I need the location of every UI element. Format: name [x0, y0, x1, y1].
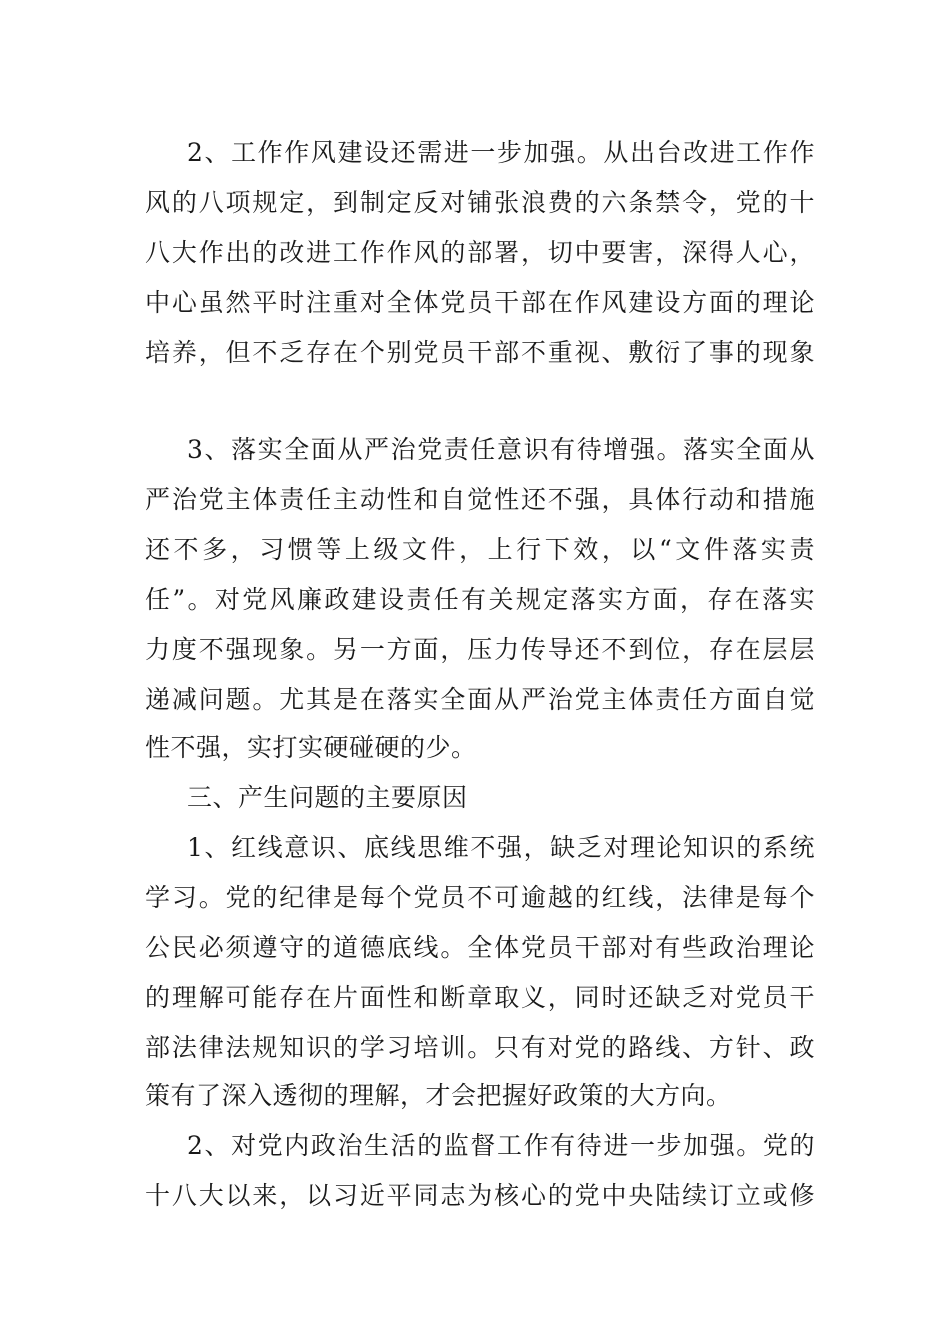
paragraph-line: 2、工作作风建设还需进一步加强。从出台改进工作作 [187, 138, 815, 167]
paragraph-line: 1、红线意识、底线思维不强，缺乏对理论知识的系统 [187, 833, 815, 862]
paragraph-line: 力度不强现象。另一方面，压力传导还不到位，存在层层 [145, 635, 815, 664]
paragraph-line: 递减问题。尤其是在落实全面从严治党主体责任方面自觉 [145, 685, 815, 714]
paragraph-line: 公民必须遵守的道德底线。全体党员干部对有些政治理论 [145, 933, 815, 962]
paragraph-line: 3、落实全面从严治党责任意识有待增强。落实全面从 [187, 435, 815, 464]
paragraph-line: 策有了深入透彻的理解，才会把握好政策的大方向。 [145, 1081, 732, 1110]
paragraph-line: 十八大以来，以习近平同志为核心的党中央陆续订立或修 [145, 1181, 815, 1210]
paragraph-line: 学习。党的纪律是每个党员不可逾越的红线，法律是每个 [145, 883, 815, 912]
paragraph-line: 性不强，实打实硬碰硬的少。 [145, 733, 477, 762]
paragraph-line: 任”。对党风廉政建设责任有关规定落实方面，存在落实 [145, 585, 815, 614]
paragraph-line: 2、对党内政治生活的监督工作有待进一步加强。党的 [187, 1131, 815, 1160]
paragraph-line: 培养，但不乏存在个别党员干部不重视、敷衍了事的现象 [145, 338, 815, 367]
paragraph-line: 风的八项规定，到制定反对铺张浪费的六条禁令，党的十 [145, 188, 815, 217]
paragraph-line: 还不多，习惯等上级文件，上行下效，以“文件落实责 [145, 535, 815, 564]
section-heading: 三、产生问题的主要原因 [187, 783, 468, 812]
paragraph-line: 八大作出的改进工作作风的部署，切中要害，深得人心， [145, 238, 815, 267]
paragraph-line: 部法律法规知识的学习培训。只有对党的路线、方针、政 [145, 1033, 815, 1062]
paragraph-line: 中心虽然平时注重对全体党员干部在作风建设方面的理论 [145, 288, 815, 317]
paragraph-line: 严治党主体责任主动性和自觉性还不强，具体行动和措施 [145, 485, 815, 514]
paragraph-line: 的理解可能存在片面性和断章取义，同时还缺乏对党员干 [145, 983, 815, 1012]
